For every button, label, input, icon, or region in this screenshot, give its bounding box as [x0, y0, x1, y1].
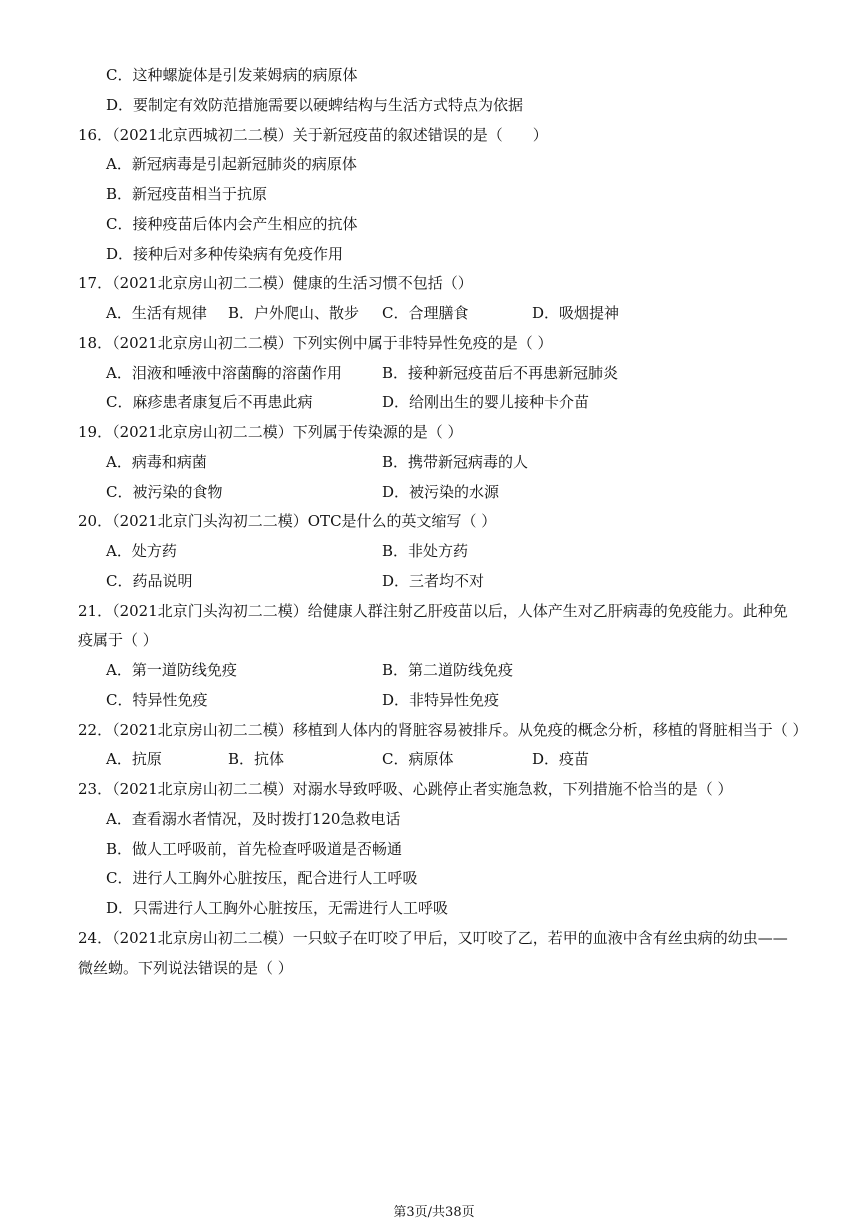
question-text: 22．（2021北京房山初二二模）移植到人体内的肾脏容易被排斥。从免疫的概念分析，移植的肾脏相当于（ ）: [78, 720, 808, 739]
option-text: A．病毒和病菌: [106, 452, 207, 471]
question-text: 17．（2021北京房山初二二模）健康的生活习惯不包括（）: [78, 274, 473, 293]
option-text: B．接种新冠疫苗后不再患新冠肺炎: [382, 363, 619, 382]
question-text: 24．（2021北京房山初二二模）一只蚊子在叮咬了甲后，又叮咬了乙，若甲的血液中含有丝虫病的幼虫——: [78, 928, 788, 947]
option-text: A．第一道防线免疫: [106, 661, 237, 679]
option-text: C．麻疹患者康复后不再患此病: [106, 393, 313, 412]
question-text: 20．（2021北京门头沟初二二模）OTC是什么的英文缩写（ ）: [78, 512, 497, 531]
option-text: C．这种螺旋体是引发莱姆病的病原体: [106, 66, 358, 84]
option-text: D．吸烟提神: [532, 304, 620, 322]
option-text: B．户外爬山、散步: [228, 304, 360, 322]
option-text: C．药品说明: [106, 571, 193, 590]
question-text: 21．（2021北京门头沟初二二模）给健康人群注射乙肝疫苗以后，人体产生对乙肝病毒的免疫能力。此种免: [78, 601, 788, 620]
option-text: D．非特异性免疫: [382, 690, 500, 709]
option-text: C．病原体: [382, 750, 454, 769]
option-text: A．新冠病毒是引起新冠肺炎的病原体: [106, 155, 357, 174]
option-text: D．接种后对多种传染病有免疫作用: [106, 244, 344, 263]
option-text: A．处方药: [106, 542, 177, 560]
option-text: D．被污染的水源: [382, 482, 500, 501]
option-text: C．特异性免疫: [106, 690, 208, 709]
question-text: 16．（2021北京西城初二二模）关于新冠疫苗的叙述错误的是（ ）: [78, 125, 548, 144]
option-text: D．要制定有效防范措施需要以硬蜱结构与生活方式特点为依据: [106, 95, 524, 114]
option-text: B．第二道防线免疫: [382, 661, 514, 679]
question-text: 23．（2021北京房山初二二模）对溺水导致呼吸、心跳停止者实施急救，下列措施不恰当的是（ ）: [78, 780, 733, 798]
option-text: D．疫苗: [532, 750, 590, 769]
option-text: D．只需进行人工胸外心脏按压，无需进行人工呼吸: [106, 899, 449, 917]
option-text: D．三者均不对: [382, 571, 485, 590]
question-text-continued: 微丝蚴。下列说法错误的是（ ）: [78, 958, 293, 977]
option-text: B．新冠疫苗相当于抗原: [106, 185, 268, 203]
option-text: B．携带新冠病毒的人: [382, 452, 529, 471]
question-text: 19．（2021北京房山初二二模）下列属于传染源的是（ ）: [78, 423, 463, 441]
option-text: A．查看溺水者情况，及时拨打120急救电话: [106, 809, 401, 828]
question-text: 18．（2021北京房山初二二模）下列实例中属于非特异性免疫的是（ ）: [78, 333, 553, 352]
option-text: C．合理膳食: [382, 304, 469, 322]
option-text: B．抗体: [228, 750, 285, 769]
page-footer: 第3页/共38页: [393, 1205, 475, 1220]
option-text: A．生活有规律: [106, 304, 207, 322]
option-text: A．抗原: [106, 750, 162, 769]
option-text: D．给刚出生的婴儿接种卡介苗: [382, 393, 590, 412]
option-text: C．被污染的食物: [106, 482, 223, 501]
option-text: A．泪液和唾液中溶菌酶的溶菌作用: [106, 363, 342, 382]
option-text: C．进行人工胸外心脏按压，配合进行人工呼吸: [106, 869, 418, 888]
question-text-continued: 疫属于（ ）: [78, 631, 158, 650]
option-text: B．非处方药: [382, 542, 469, 560]
option-text: B．做人工呼吸前，首先检查呼吸道是否畅通: [106, 839, 403, 858]
option-text: C．接种疫苗后体内会产生相应的抗体: [106, 214, 358, 233]
